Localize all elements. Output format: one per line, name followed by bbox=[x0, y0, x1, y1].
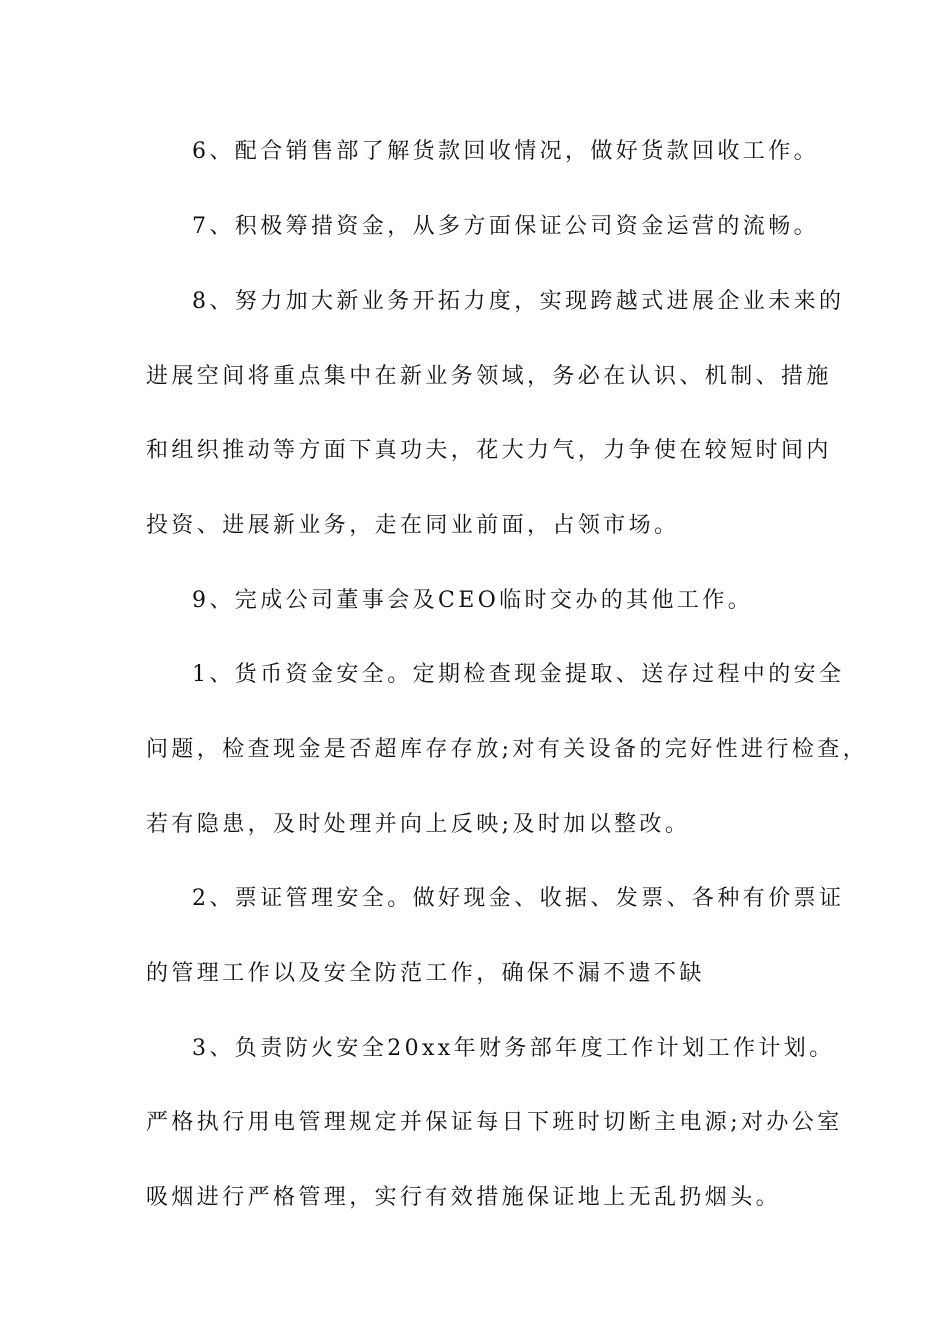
paragraph-fire-safety-line-2: 严格执行用电管理规定并保证每日下班时切断主电源;对办公室 bbox=[146, 1110, 843, 1135]
paragraph-item-6: 6、配合销售部了解货款回收情况，做好货款回收工作。 bbox=[192, 139, 819, 164]
paragraph-item-7: 7、积极筹措资金，从多方面保证公司资金运营的流畅。 bbox=[192, 214, 819, 239]
paragraph-voucher-safety-line-2: 的管理工作以及安全防范工作，确保不漏不遗不缺 bbox=[146, 961, 705, 986]
paragraph-item-8-line-2: 进展空间将重点集中在新业务领域，务必在认识、机制、措施 bbox=[146, 364, 832, 389]
paragraph-item-8-line-4: 投资、进展新业务，走在同业前面，占领市场。 bbox=[146, 513, 680, 538]
paragraph-item-9: 9、完成公司董事会及CEO临时交办的其他工作。 bbox=[192, 588, 754, 613]
paragraph-cash-safety-line-1: 1、货币资金安全。定期检查现金提取、送存过程中的安全 bbox=[192, 662, 845, 687]
paragraph-item-8-line-1: 8、努力加大新业务开拓力度，实现跨越式进展企业未来的 bbox=[192, 289, 845, 314]
paragraph-voucher-safety-line-1: 2、票证管理安全。做好现金、收据、发票、各种有价票证 bbox=[192, 886, 845, 911]
paragraph-cash-safety-line-2: 问题，检查现金是否超库存存放;对有关设备的完好性进行检查， bbox=[146, 737, 869, 762]
paragraph-fire-safety-line-1: 3、负责防火安全20xx年财务部年度工作计划工作计划。 bbox=[192, 1036, 835, 1061]
paragraph-cash-safety-line-3: 若有隐患，及时处理并向上反映;及时加以整改。 bbox=[146, 812, 691, 837]
paragraph-fire-safety-line-3: 吸烟进行严格管理，实行有效措施保证地上无乱扔烟头。 bbox=[146, 1185, 782, 1210]
paragraph-item-8-line-3: 和组织推动等方面下真功夫，花大力气，力争使在较短时间内 bbox=[146, 438, 832, 463]
